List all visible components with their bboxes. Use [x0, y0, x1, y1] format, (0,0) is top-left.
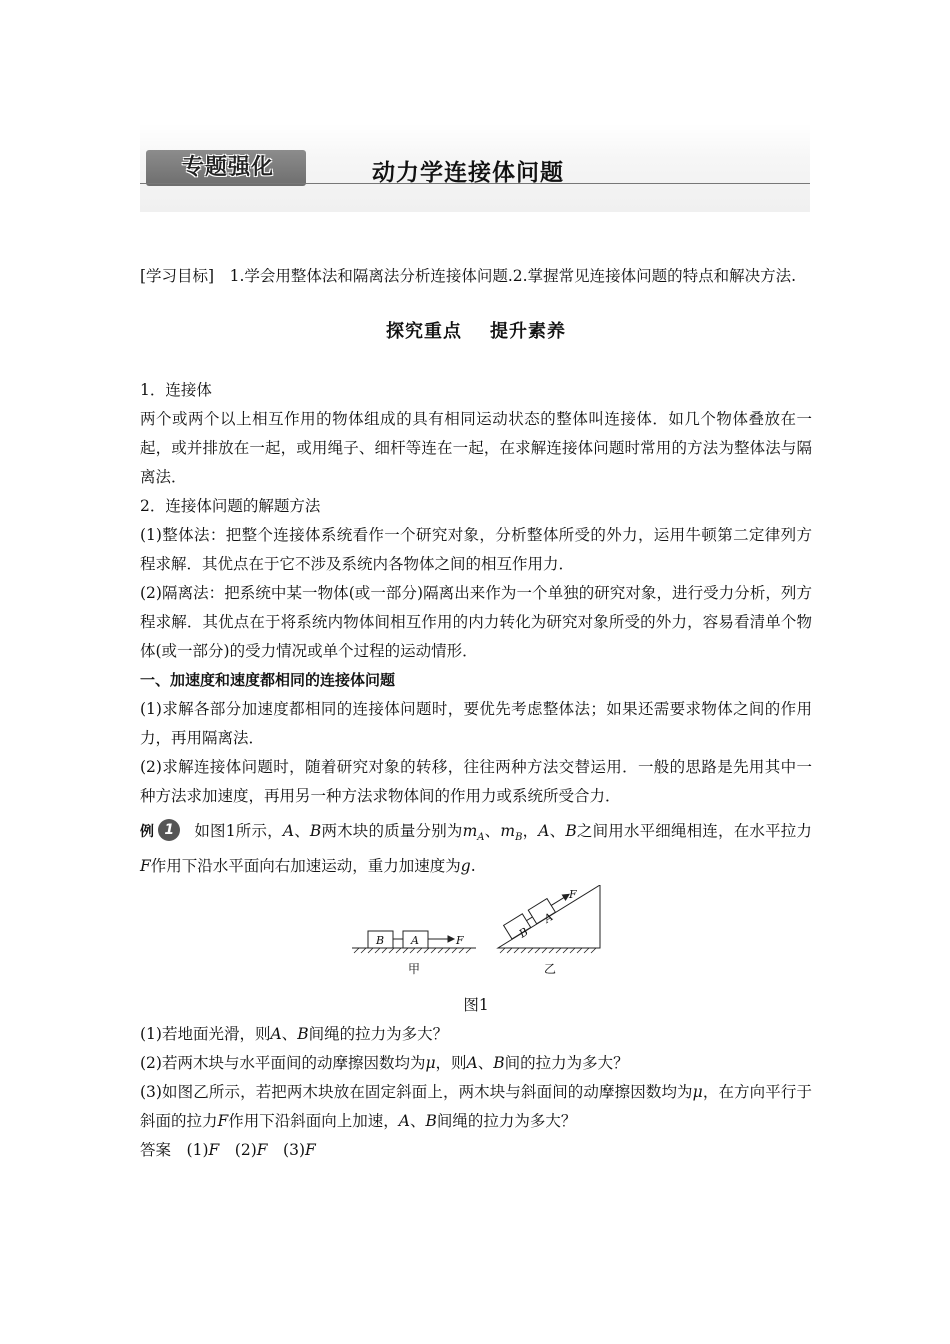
label-incline-block-b: B: [516, 925, 531, 941]
section-1-item-a: (1)求解各部分加速度都相同的连接体问题时，要优先考虑整体法；如果还需要求物体之间的作用力，再用隔离法．: [140, 700, 812, 747]
figure-1-diagram: [140, 885, 812, 991]
question-2: (2)若两木块与水平面间的动摩擦因数均为μ，则A、B间的拉力为多大？: [140, 1054, 629, 1073]
label-block-a: A: [411, 934, 419, 948]
example-1: 例 1 如图1所示，A、B两木块的质量分别为$m_A$、$m_B$，A、B之间用水平细绳相连，在水平拉力F作用下沿水平面向右加速运动，重力加速度为g.: [140, 817, 812, 881]
label-jia: 甲: [408, 962, 421, 977]
figure-caption: 图1: [463, 996, 489, 1015]
section-1-item-b: (2)求解连接体问题时，随着研究对象的转移，往往两种方法交替运用．一般的思路是先用其中一种方法求加速度，再用另一种方法求物体间的作用力或系统所受合力．: [140, 758, 812, 805]
page-title: 动力学连接体问题: [372, 160, 564, 186]
topic-badge: [146, 150, 306, 186]
label-block-b: B: [376, 934, 385, 948]
answer-label: 答案: [140, 1141, 172, 1160]
incline-rope: [527, 917, 533, 921]
learning-goals: [学习目标] 1.学会用整体法和隔离法分析连接体问题.2.掌握常见连接体问题的特点和解决方法.: [140, 267, 797, 285]
point-2-method-b: (2)隔离法：把系统中某一物体(或一部分)隔离出来作为一个单独的研究对象，进行受力分析，列方程求解．其优点在于将系统内物体间相互作用的内力转化为研究对象所受的外力，容易看清单个物体(或一部分)的受力情况或单个过程的运动情形．: [140, 584, 812, 660]
label-force: F: [456, 934, 464, 948]
example-number-badge: 1: [158, 819, 180, 841]
point-1-title: 1．连接体: [140, 381, 212, 399]
topic-badge-label: 专题强化: [182, 155, 275, 180]
figure-1: [140, 885, 812, 991]
label-incline-block-a: A: [541, 910, 556, 926]
section-1-title: 一、加速度和速度都相同的连接体问题: [140, 671, 396, 689]
document-body: [140, 262, 812, 1165]
section-heading-right: 提升素养: [490, 321, 566, 342]
example-label: 例: [140, 824, 155, 840]
label-yi: 乙: [544, 962, 557, 977]
force-arrowhead: [448, 936, 454, 942]
section-heading: [140, 317, 812, 346]
question-3: (3)如图乙所示，若把两木块放在固定斜面上，两木块与斜面间的动摩擦因数均为μ，在方向平行于斜面的拉力F作用下沿斜面向上加速，A、B间绳的拉力为多大？: [140, 1083, 812, 1131]
point-2-title: 2．连接体问题的解题方法: [140, 497, 321, 515]
point-2-method-a: (1)整体法：把整个连接体系统看作一个研究对象，分析整体所受的外力，运用牛顿第二定律列方程求解．其优点在于它不涉及系统内各物体之间的相互作用力．: [140, 526, 812, 573]
incline-force-arrow: [551, 898, 564, 906]
section-heading-left: 探究重点: [386, 321, 462, 342]
ground-hatching: [354, 948, 471, 953]
point-1-body: 两个或两个以上相互作用的物体组成的具有相同运动状态的整体叫连接体．如几个物体叠放在一起，或并排放在一起，或用绳子、细杆等连在一起，在求解连接体问题时常用的方法为整体法与隔离法．: [140, 410, 812, 486]
answer: 答案 (1)F (2)F (3)F: [140, 1141, 316, 1160]
question-1: (1)若地面光滑，则A、B间绳的拉力为多大？: [140, 1025, 449, 1044]
chapter-header: [140, 124, 810, 212]
label-incline-force: F: [569, 888, 577, 902]
incline-hatching: [500, 948, 596, 953]
